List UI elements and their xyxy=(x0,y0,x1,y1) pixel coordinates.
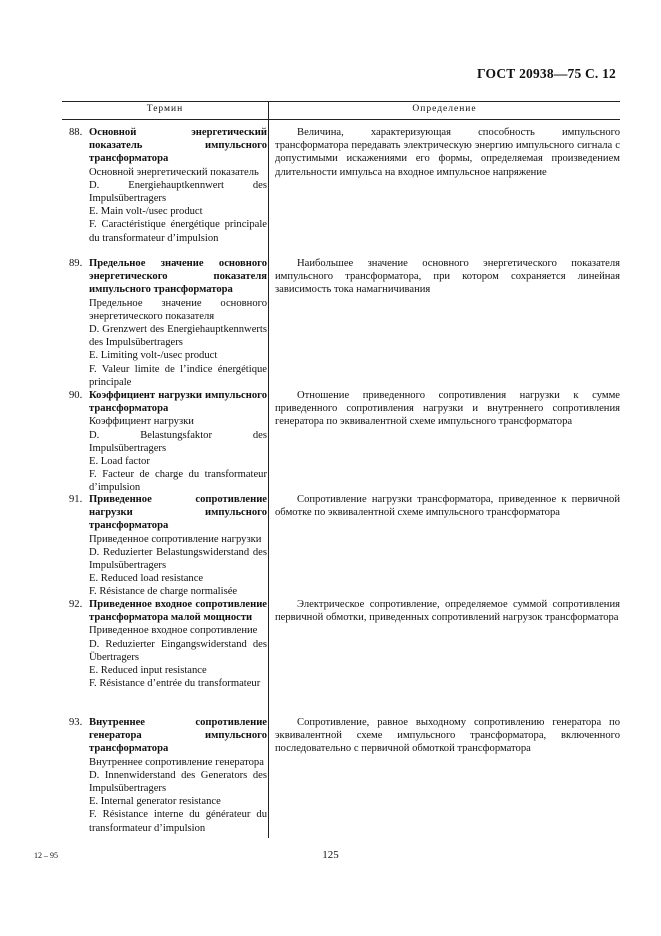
term-french: F. Résistance interne du générateur du transformateur d’impulsion xyxy=(89,809,267,834)
term-synonym: Внутреннее сопротивление генератора xyxy=(89,756,264,768)
footer-code: 12 – 95 xyxy=(34,851,58,860)
term-german: D. Grenzwert des Energiehauptkennwerts des Impulsübertragers xyxy=(89,324,267,349)
table-header-rule xyxy=(62,119,620,120)
term-definition: Сопротивление нагрузки трансформатора, приведенное к первичной обмотке по эквивалентной схеме импульсного трансформатора xyxy=(275,494,620,519)
term-synonym: Коэффициент нагрузки xyxy=(89,416,194,428)
term-definition: Отношение приведенного сопротивления нагрузки к сумме приведенного сопротивления нагрузки и внутреннего сопротивления генератора по эквивалентной схеме импульсного трансформатора xyxy=(275,390,620,428)
column-header-definition: Определение xyxy=(412,104,477,114)
term-french: F. Facteur de charge du transformateur d’impulsion xyxy=(89,469,267,494)
term-number: 89. xyxy=(69,258,83,269)
term-english: E. Reduced load resistance xyxy=(89,573,204,585)
term-french: F. Caractéristique énergétique principale du transformateur d’impulsion xyxy=(89,219,267,244)
term-definition: Сопротивление, равное выходному сопротивлению генератора по эквивалентной схеме импульсного трансформатора, включенного последовательно с первичной обмоткой трансформатора xyxy=(275,717,620,755)
table-top-rule xyxy=(62,101,620,102)
term-definition: Наибольшее значение основного энергетического показателя импульсного трансформатора, при котором сохраняется линейная зависимость тока намагничивания xyxy=(275,258,620,296)
term-synonym: Приведенное сопротивление нагрузки xyxy=(89,533,262,545)
term-number: 88. xyxy=(69,127,83,138)
term-german: D. Reduzierter Eingangswiderstand des Übertragers xyxy=(89,638,267,663)
term-number: 93. xyxy=(69,717,83,728)
term-name: Основной энергетический показатель импульсного трансформатора xyxy=(89,127,267,165)
term-synonym: Предельное значение основного энергетического показателя xyxy=(89,297,267,322)
term-number: 90. xyxy=(69,390,83,401)
document-code: ГОСТ 20938—75 С. 12 xyxy=(477,66,616,81)
term-french: F. Valeur limite de l’indice énergétique principale xyxy=(89,363,267,388)
column-divider xyxy=(268,101,269,838)
page-number: 125 xyxy=(322,849,339,861)
term-german: D. Belastungsfaktor des Impulsübertragers xyxy=(89,429,267,454)
term-definition: Электрическое сопротивление, определяемое суммой сопротивления первичной обмотки, приведенных сопротивлений нагрузок трансформатора xyxy=(275,599,620,624)
term-synonym: Основной энергетический показатель xyxy=(89,166,259,178)
term-synonym: Приведенное входное сопротивление xyxy=(89,625,258,637)
term-name: Коэффициент нагрузки импульсного трансформатора xyxy=(89,390,267,415)
term-name: Приведенное входное сопротивление трансформатора малой мощности xyxy=(89,599,267,624)
term-german: D. Reduzierter Belastungswiderstand des Impulsübertragers xyxy=(89,546,267,572)
term-name: Приведенное сопротивление нагрузки импульсного трансформатора xyxy=(89,494,267,532)
term-english: E. Main volt-/usec product xyxy=(89,206,203,218)
term-german: D. Innenwiderstand des Generators des Impulsübertragers xyxy=(89,769,267,795)
term-name: Предельное значение основного энергетического показателя импульсного трансформатора xyxy=(89,258,267,296)
term-name: Внутреннее сопротивление генератора импульсного трансформатора xyxy=(89,717,267,755)
term-german: D. Energiehauptkennwert des Impulsübertragers xyxy=(89,179,267,205)
term-english: E. Internal generator resistance xyxy=(89,796,221,808)
term-number: 92. xyxy=(69,599,83,610)
term-english: E. Reduced input resistance xyxy=(89,665,207,677)
term-definition: Величина, характеризующая способность импульсного трансформатора передавать электрическую энергию импульсного сигнала с допустимыми искажениями его формы, определяемая произведением длительности импульса на входное импульсное напряжение xyxy=(275,127,620,178)
term-english: E. Load factor xyxy=(89,456,150,468)
term-number: 91. xyxy=(69,494,83,505)
term-french: F. Résistance d’entrée du transformateur xyxy=(89,678,261,690)
term-english: E. Limiting volt-/usec product xyxy=(89,350,218,362)
column-header-term: Термин xyxy=(146,104,184,114)
term-french: F. Résistance de charge normalisée xyxy=(89,586,238,598)
